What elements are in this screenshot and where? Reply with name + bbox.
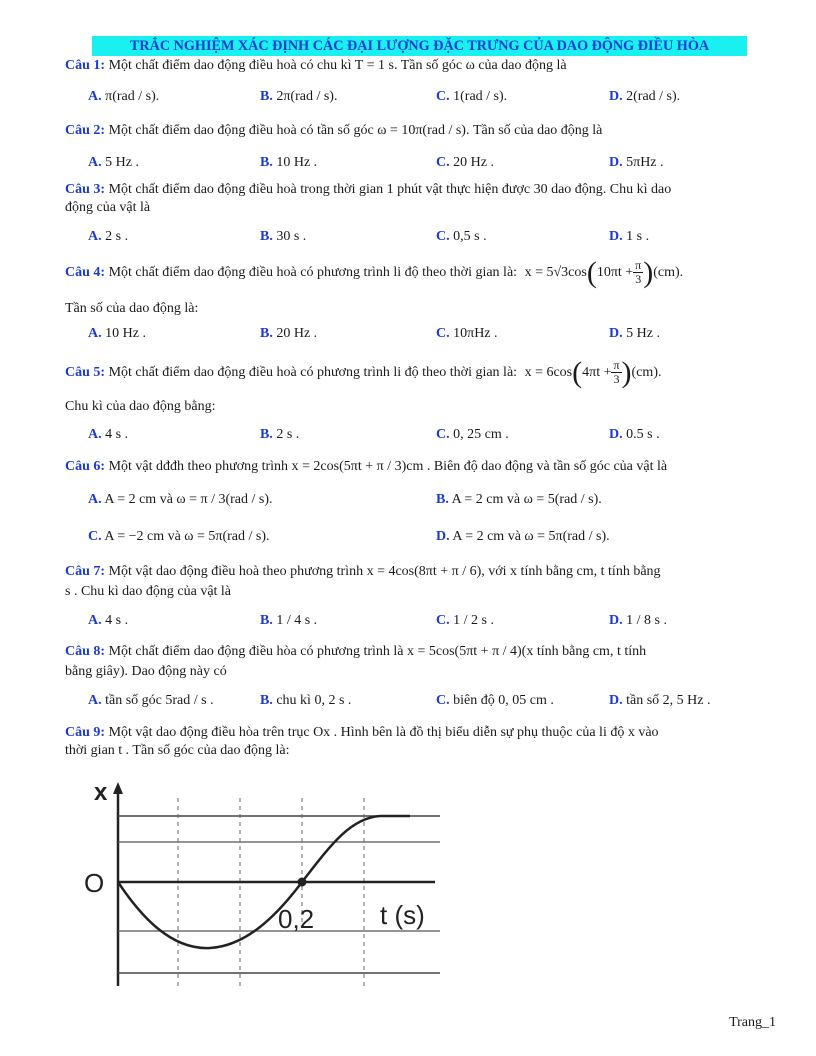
option-text: 10 Hz . — [276, 155, 318, 170]
option-text: 4 s . — [105, 613, 129, 628]
option-label: D. — [609, 155, 623, 170]
option-label: D. — [609, 693, 623, 708]
option-c[interactable] — [436, 326, 498, 342]
option-c[interactable] — [436, 229, 487, 245]
option-text: A = 2 cm và ω = 5(rad / s). — [451, 492, 602, 507]
option-label: D. — [436, 529, 450, 544]
question-4 — [65, 256, 683, 290]
question-text: Một chất điểm dao động điều hoà trong thời gian 1 phút vật thực hiện được 30 dao động. Chu kì dao — [108, 182, 672, 197]
paren: ) — [621, 355, 632, 389]
question-6 — [65, 459, 667, 475]
option-text: 1 s . — [626, 229, 650, 244]
equation — [524, 255, 684, 289]
question-text-cont: s . Chu kì dao động của vật là — [65, 584, 232, 599]
option-c[interactable] — [436, 427, 509, 443]
question-text: Một chất điểm dao động điều hoà có tần số góc ω = 10π(rad / s). Tần số của dao động là — [108, 123, 603, 138]
question-label: Câu 9: — [65, 725, 106, 740]
question-5 — [65, 356, 661, 390]
question-text: Một chất điểm dao động điều hoà có phương trình li độ theo thời gian là: — [108, 265, 518, 280]
option-d[interactable] — [436, 529, 610, 545]
option-a[interactable] — [88, 229, 128, 245]
option-b[interactable] — [260, 427, 299, 443]
question-text-cont: động của vật là — [65, 200, 151, 215]
option-label: A. — [88, 326, 102, 341]
option-b[interactable] — [436, 492, 602, 508]
question-text-cont: Tần số của dao động là: — [65, 301, 199, 316]
numerator: π — [635, 258, 642, 273]
question-text: Một vật dđđh theo phương trình x = 2cos(5πt + π / 3)cm . Biên độ dao động và tần số góc của vật là — [108, 459, 668, 474]
option-text: 5πHz . — [626, 155, 664, 170]
option-label: A. — [88, 693, 102, 708]
option-label: C. — [88, 529, 102, 544]
question-label: Câu 6: — [65, 459, 106, 474]
option-label: D. — [609, 229, 623, 244]
numerator: π — [613, 358, 620, 373]
paren: ( — [572, 355, 583, 389]
option-label: B. — [260, 155, 273, 170]
option-b[interactable] — [260, 326, 317, 342]
option-label: A. — [88, 613, 102, 628]
oscillation-graph — [80, 778, 460, 998]
option-label: C. — [436, 326, 450, 341]
option-text: π(rad / s). — [105, 89, 160, 104]
question-text: Một vật dao động điều hòa trên trục Ox . Hình bên là đồ thị biểu diễn sự phụ thuộc của li độ x vào — [108, 725, 659, 740]
option-label: B. — [260, 326, 273, 341]
option-text: 4 s . — [105, 427, 129, 442]
question-text: Một vật dao động điều hoà theo phương trình x = 4cos(8πt + π / 6), với x tính bằng cm, t tính bằng — [108, 564, 661, 579]
option-text: 1 / 2 s . — [453, 613, 494, 628]
origin-label: O — [84, 868, 105, 898]
option-d[interactable] — [609, 155, 664, 171]
intersection-point — [298, 878, 307, 887]
y-axis-arrow — [113, 782, 123, 794]
option-text: 2 s . — [105, 229, 129, 244]
option-d[interactable] — [609, 427, 660, 443]
option-text: 2 s . — [276, 427, 300, 442]
option-text: 20 Hz . — [453, 155, 494, 170]
option-c[interactable] — [436, 89, 507, 105]
paren: ( — [586, 255, 597, 289]
option-label: A. — [88, 492, 102, 507]
fraction — [611, 359, 621, 386]
option-text: 10 Hz . — [105, 326, 146, 341]
page-title: TRẮC NGHIỆM XÁC ĐỊNH CÁC ĐẠI LƯỢNG ĐẶC TRƯNG CỦA DAO ĐỘNG ĐIỀU HÒA — [92, 36, 747, 56]
equation-part: x = 5√3cos — [524, 265, 587, 280]
option-c[interactable] — [436, 613, 494, 629]
equation-part: 10πt + — [596, 265, 634, 280]
question-text-cont: thời gian t . Tần số góc của dao động là: — [65, 743, 290, 758]
option-text: A = 2 cm và ω = 5π(rad / s). — [452, 529, 610, 544]
question-label: Câu 3: — [65, 182, 106, 197]
denominator: 3 — [613, 372, 620, 387]
option-text: tần số 2, 5 Hz . — [626, 693, 711, 708]
option-label: B. — [260, 613, 273, 628]
option-label: C. — [436, 229, 450, 244]
option-b[interactable] — [260, 693, 351, 709]
option-label: C. — [436, 155, 450, 170]
option-label: D. — [609, 613, 623, 628]
option-c[interactable] — [436, 155, 494, 171]
denominator: 3 — [635, 272, 642, 287]
option-label: A. — [88, 155, 102, 170]
x-axis-label: t (s) — [380, 900, 425, 930]
option-text: tần số góc 5rad / s . — [105, 693, 214, 708]
option-text: biên độ 0, 05 cm . — [453, 693, 554, 708]
option-a[interactable] — [88, 326, 146, 342]
question-text: Một chất điểm dao động điều hoà có chu kì T = 1 s. Tần số góc ω của dao động là — [108, 58, 567, 73]
option-text: 10πHz . — [453, 326, 498, 341]
option-label: D. — [609, 427, 623, 442]
option-a[interactable] — [88, 427, 128, 443]
option-label: C. — [436, 89, 450, 104]
option-text: 1 / 4 s . — [276, 613, 318, 628]
question-8 — [65, 644, 646, 660]
option-text: 5 Hz . — [105, 155, 139, 170]
option-text: 30 s . — [276, 229, 307, 244]
question-1 — [65, 58, 567, 74]
option-d[interactable] — [609, 89, 680, 105]
option-text: 0.5 s . — [626, 427, 660, 442]
question-label: Câu 2: — [65, 123, 106, 138]
option-label: B. — [260, 89, 273, 104]
equation — [524, 355, 662, 389]
question-text: Một chất điểm dao động điều hòa có phương trình là x = 5cos(5πt + π / 4)(x tính bằng cm, t tính — [108, 644, 647, 659]
option-label: C. — [436, 427, 450, 442]
option-text: chu kì 0, 2 s . — [276, 693, 352, 708]
option-label: D. — [609, 326, 623, 341]
question-9 — [65, 725, 659, 741]
question-label: Câu 5: — [65, 365, 106, 380]
paren: ) — [643, 255, 654, 289]
option-b[interactable] — [260, 229, 306, 245]
option-text: 2(rad / s). — [626, 89, 681, 104]
option-a[interactable] — [88, 89, 159, 105]
option-d[interactable] — [609, 229, 649, 245]
option-text: A = −2 cm và ω = 5π(rad / s). — [104, 529, 270, 544]
option-text: 1(rad / s). — [453, 89, 508, 104]
question-text-cont: Chu kì của dao động bằng: — [65, 399, 216, 414]
option-text: 0, 25 cm . — [453, 427, 509, 442]
option-text: A = 2 cm và ω = π / 3(rad / s). — [104, 492, 273, 507]
question-3 — [65, 182, 671, 198]
option-label: A. — [88, 427, 102, 442]
equation-part: 4πt + — [582, 365, 612, 380]
option-text: 5 Hz . — [626, 326, 660, 341]
fraction — [633, 259, 643, 286]
page-number: Trang_1 — [729, 1015, 776, 1030]
question-label: Câu 4: — [65, 265, 106, 280]
x-tick-label: 0,2 — [278, 904, 315, 934]
question-label: Câu 7: — [65, 564, 106, 579]
option-label: C. — [436, 693, 450, 708]
y-axis-label: x — [94, 779, 108, 806]
option-text: 1 / 8 s . — [626, 613, 667, 628]
option-d[interactable] — [609, 693, 711, 709]
option-b[interactable] — [260, 155, 317, 171]
option-text: 20 Hz . — [276, 326, 318, 341]
option-label: B. — [260, 427, 273, 442]
question-label: Câu 1: — [65, 58, 106, 73]
option-label: D. — [609, 89, 623, 104]
question-2 — [65, 123, 602, 139]
option-a[interactable] — [88, 492, 273, 508]
option-text: 2π(rad / s). — [276, 89, 338, 104]
option-label: A. — [88, 229, 102, 244]
equation-part: (cm). — [653, 265, 684, 280]
option-b[interactable] — [260, 613, 317, 629]
option-d[interactable] — [609, 326, 660, 342]
option-label: C. — [436, 613, 450, 628]
option-label: B. — [260, 229, 273, 244]
option-a[interactable] — [88, 693, 214, 709]
question-label: Câu 8: — [65, 644, 106, 659]
equation-part: (cm). — [631, 365, 662, 380]
question-text: Một chất điểm dao động điều hoà có phương trình li độ theo thời gian là: — [108, 365, 518, 380]
option-label: A. — [88, 89, 102, 104]
option-label: B. — [260, 693, 273, 708]
option-text: 0,5 s . — [453, 229, 487, 244]
question-text-cont: bằng giây). Dao động này có — [65, 664, 227, 679]
option-d[interactable] — [609, 613, 667, 629]
equation-part: x = 6cos — [524, 365, 573, 380]
question-7 — [65, 564, 661, 580]
option-label: B. — [436, 492, 449, 507]
option-b[interactable] — [260, 89, 337, 105]
option-a[interactable] — [88, 613, 128, 629]
option-c[interactable] — [436, 693, 554, 709]
option-a[interactable] — [88, 155, 139, 171]
option-c[interactable] — [88, 529, 270, 545]
